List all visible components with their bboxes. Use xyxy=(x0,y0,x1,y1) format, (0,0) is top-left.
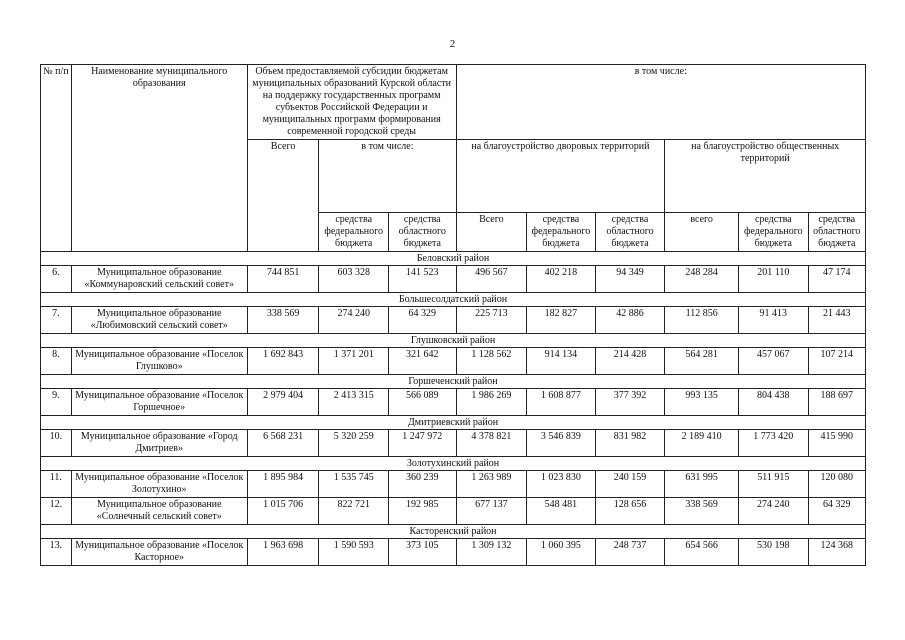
amount-cell: 1 371 201 xyxy=(319,348,389,375)
header-num: № п/п xyxy=(41,65,72,252)
amount-cell: 631 995 xyxy=(665,471,739,498)
amount-cell: 457 067 xyxy=(738,348,808,375)
municipality-name: Муниципальное образование «Поселок Золотухино» xyxy=(71,471,247,498)
district-row xyxy=(41,457,866,471)
amount-cell: 1 773 420 xyxy=(738,430,808,457)
amount-cell: 511 915 xyxy=(738,471,808,498)
amount-cell: 112 856 xyxy=(665,307,739,334)
table-row xyxy=(41,389,866,416)
amount-cell: 6 568 231 xyxy=(247,430,319,457)
amount-cell: 64 329 xyxy=(388,307,456,334)
amount-cell: 188 697 xyxy=(808,389,865,416)
amount-cell: 94 349 xyxy=(595,266,665,293)
amount-cell: 822 721 xyxy=(319,498,389,525)
amount-cell: 128 656 xyxy=(595,498,665,525)
amount-cell: 1 590 593 xyxy=(319,539,389,566)
header-total: Объем предоставляемой субсидии бюджетам муниципальных образований Курской области на поддержку государственных программ субъектов Российской Федерации и муниципальных программ формирования современной городской среды xyxy=(247,65,456,140)
amount-cell: 744 851 xyxy=(247,266,319,293)
table-row xyxy=(41,266,866,293)
row-number: 13. xyxy=(41,539,72,566)
district-name: Горшеченский район xyxy=(41,375,866,389)
amount-cell: 47 174 xyxy=(808,266,865,293)
amount-cell: 338 569 xyxy=(665,498,739,525)
amount-cell: 402 218 xyxy=(527,266,596,293)
header-total-all: Всего xyxy=(247,140,319,252)
district-name: Касторенский район xyxy=(41,525,866,539)
header-yard: на благоустройство дворовых территорий xyxy=(456,140,665,213)
amount-cell: 530 198 xyxy=(738,539,808,566)
header-yard-total: Всего xyxy=(456,213,527,252)
table-row xyxy=(41,498,866,525)
amount-cell: 1 895 984 xyxy=(247,471,319,498)
amount-cell: 373 105 xyxy=(388,539,456,566)
municipality-name: Муниципальное образование «Город Дмитриев» xyxy=(71,430,247,457)
amount-cell: 1 309 132 xyxy=(456,539,527,566)
amount-cell: 225 713 xyxy=(456,307,527,334)
table-row xyxy=(41,348,866,375)
amount-cell: 415 990 xyxy=(808,430,865,457)
amount-cell: 1 535 745 xyxy=(319,471,389,498)
header-name: Наименование муниципального образования xyxy=(71,65,247,252)
amount-cell: 1 986 269 xyxy=(456,389,527,416)
amount-cell: 1 608 877 xyxy=(527,389,596,416)
amount-cell: 914 134 xyxy=(527,348,596,375)
header-yard-fed: средства федерального бюджета xyxy=(527,213,596,252)
amount-cell: 831 982 xyxy=(595,430,665,457)
table-row xyxy=(41,430,866,457)
amount-cell: 1 692 843 xyxy=(247,348,319,375)
municipality-name: Муниципальное образование «Поселок Горшечное» xyxy=(71,389,247,416)
header-public-total: всего xyxy=(665,213,739,252)
amount-cell: 182 827 xyxy=(527,307,596,334)
amount-cell: 274 240 xyxy=(319,307,389,334)
municipality-name: Муниципальное образование «Коммунаровский сельский совет» xyxy=(71,266,247,293)
amount-cell: 377 392 xyxy=(595,389,665,416)
amount-cell: 120 080 xyxy=(808,471,865,498)
amount-cell: 64 329 xyxy=(808,498,865,525)
row-number: 9. xyxy=(41,389,72,416)
amount-cell: 1 023 830 xyxy=(527,471,596,498)
amount-cell: 2 979 404 xyxy=(247,389,319,416)
header-including: в том числе: xyxy=(456,65,865,140)
amount-cell: 360 239 xyxy=(388,471,456,498)
header-total-reg: средства областного бюджета xyxy=(388,213,456,252)
amount-cell: 321 642 xyxy=(388,348,456,375)
amount-cell: 5 320 259 xyxy=(319,430,389,457)
header-total-incl: в том числе: xyxy=(319,140,456,213)
amount-cell: 248 284 xyxy=(665,266,739,293)
district-name: Большесолдатский район xyxy=(41,293,866,307)
district-name: Дмитриевский район xyxy=(41,416,866,430)
district-name: Беловский район xyxy=(41,252,866,266)
amount-cell: 4 378 821 xyxy=(456,430,527,457)
amount-cell: 248 737 xyxy=(595,539,665,566)
amount-cell: 124 368 xyxy=(808,539,865,566)
page-number: 2 xyxy=(449,38,456,50)
amount-cell: 804 438 xyxy=(738,389,808,416)
amount-cell: 3 546 839 xyxy=(527,430,596,457)
header-total-fed: средства федерального бюджета xyxy=(319,213,389,252)
amount-cell: 993 135 xyxy=(665,389,739,416)
amount-cell: 274 240 xyxy=(738,498,808,525)
amount-cell: 141 523 xyxy=(388,266,456,293)
amount-cell: 1 060 395 xyxy=(527,539,596,566)
amount-cell: 677 137 xyxy=(456,498,527,525)
header-public: на благоустройство общественных территорий xyxy=(665,140,866,213)
row-number: 12. xyxy=(41,498,72,525)
amount-cell: 338 569 xyxy=(247,307,319,334)
row-number: 8. xyxy=(41,348,72,375)
table-row xyxy=(41,539,866,566)
district-name: Глушковский район xyxy=(41,334,866,348)
district-row xyxy=(41,375,866,389)
header-public-fed: средства федерального бюджета xyxy=(738,213,808,252)
amount-cell: 91 413 xyxy=(738,307,808,334)
row-number: 7. xyxy=(41,307,72,334)
row-number: 11. xyxy=(41,471,72,498)
amount-cell: 564 281 xyxy=(665,348,739,375)
amount-cell: 2 413 315 xyxy=(319,389,389,416)
amount-cell: 548 481 xyxy=(527,498,596,525)
amount-cell: 2 189 410 xyxy=(665,430,739,457)
table-row xyxy=(41,471,866,498)
district-row xyxy=(41,252,866,266)
table-header xyxy=(41,65,866,252)
amount-cell: 566 089 xyxy=(388,389,456,416)
table-body xyxy=(41,252,866,566)
amount-cell: 201 110 xyxy=(738,266,808,293)
header-yard-reg: средства областного бюджета xyxy=(595,213,665,252)
amount-cell: 240 159 xyxy=(595,471,665,498)
amount-cell: 1 263 989 xyxy=(456,471,527,498)
amount-cell: 1 963 698 xyxy=(247,539,319,566)
district-row xyxy=(41,293,866,307)
amount-cell: 107 214 xyxy=(808,348,865,375)
municipality-name: Муниципальное образование «Солнечный сельский совет» xyxy=(71,498,247,525)
amount-cell: 1 015 706 xyxy=(247,498,319,525)
district-name: Золотухинский район xyxy=(41,457,866,471)
header-public-reg: средства областного бюджета xyxy=(808,213,865,252)
table-row xyxy=(41,307,866,334)
amount-cell: 603 328 xyxy=(319,266,389,293)
amount-cell: 192 985 xyxy=(388,498,456,525)
district-row xyxy=(41,416,866,430)
amount-cell: 214 428 xyxy=(595,348,665,375)
amount-cell: 21 443 xyxy=(808,307,865,334)
amount-cell: 1 128 562 xyxy=(456,348,527,375)
municipality-name: Муниципальное образование «Поселок Глушково» xyxy=(71,348,247,375)
amount-cell: 496 567 xyxy=(456,266,527,293)
row-number: 6. xyxy=(41,266,72,293)
district-row xyxy=(41,334,866,348)
row-number: 10. xyxy=(41,430,72,457)
amount-cell: 42 886 xyxy=(595,307,665,334)
subsidy-table xyxy=(40,64,866,566)
municipality-name: Муниципальное образование «Любимовский сельский совет» xyxy=(71,307,247,334)
amount-cell: 654 566 xyxy=(665,539,739,566)
district-row xyxy=(41,525,866,539)
amount-cell: 1 247 972 xyxy=(388,430,456,457)
municipality-name: Муниципальное образование «Поселок Касторное» xyxy=(71,539,247,566)
